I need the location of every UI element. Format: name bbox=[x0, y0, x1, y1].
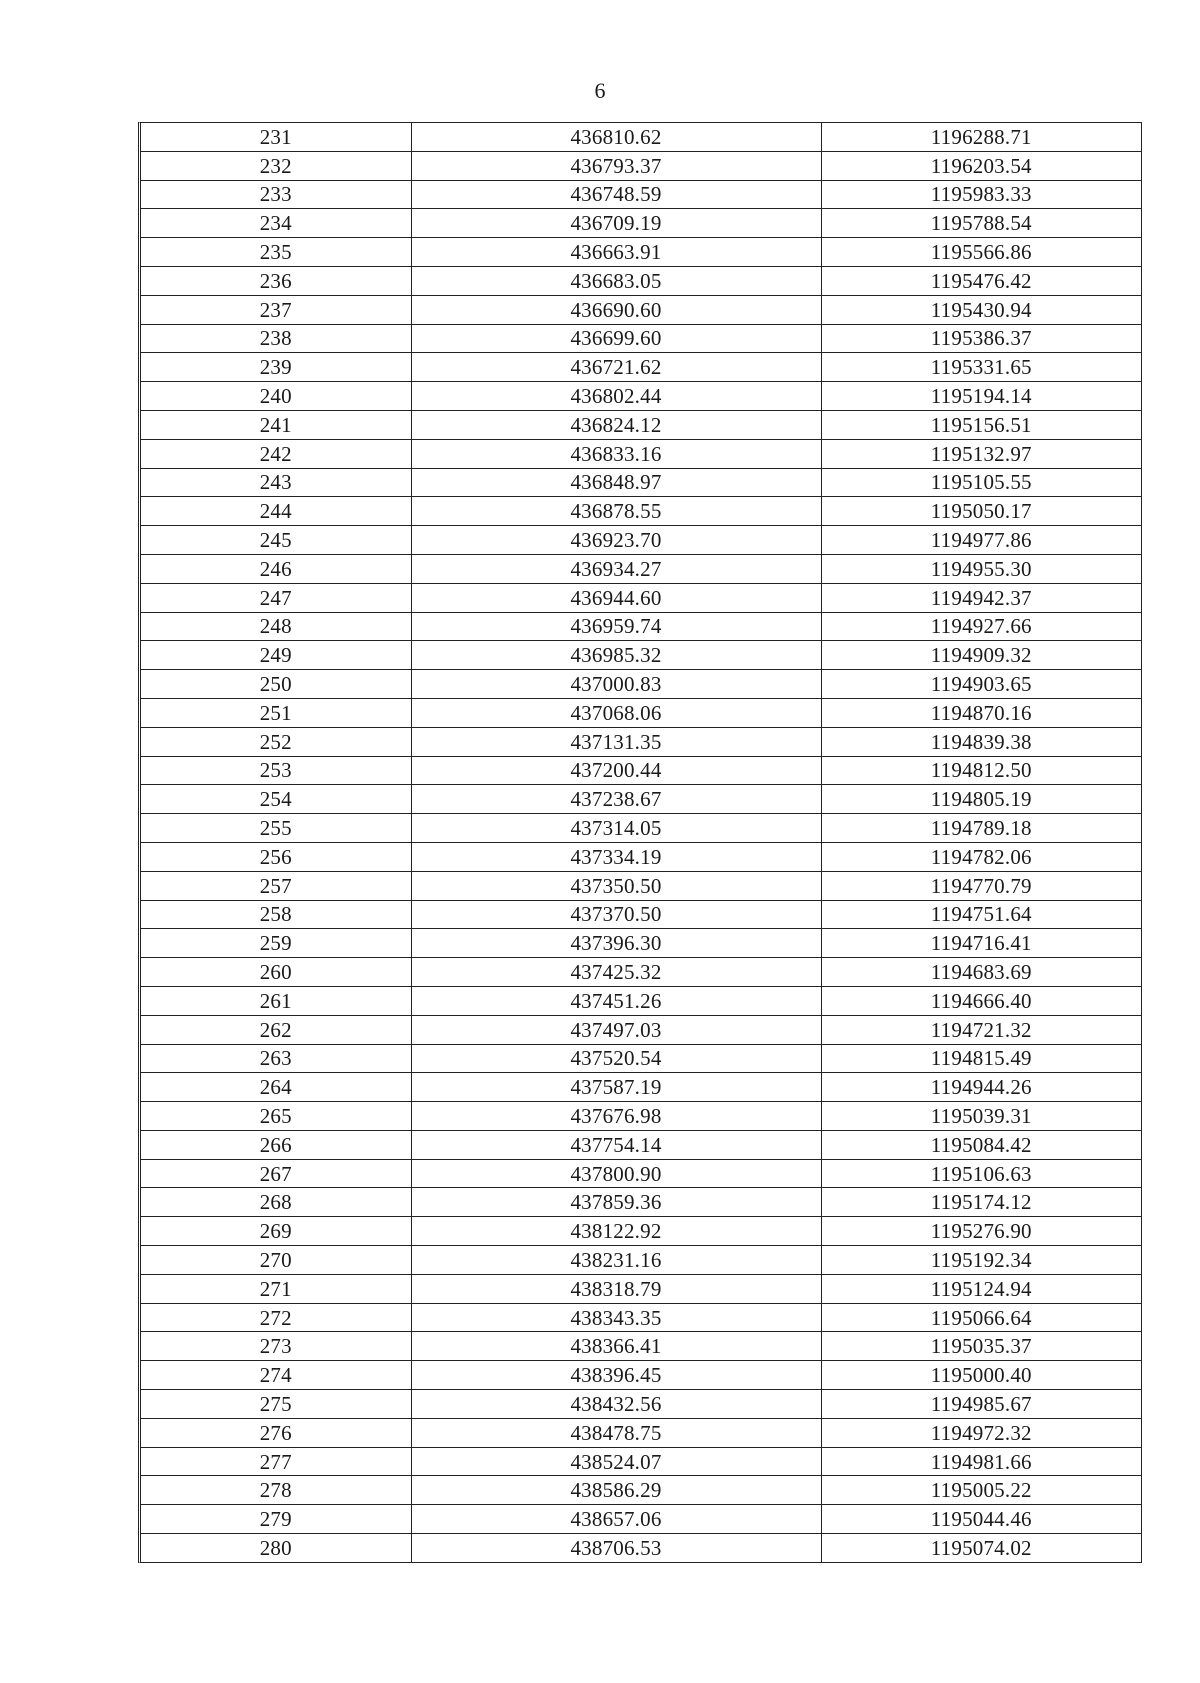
point-number-cell: 237 bbox=[141, 295, 411, 324]
x-coordinate-cell: 436709.19 bbox=[411, 209, 821, 238]
point-number-cell: 267 bbox=[141, 1159, 411, 1188]
point-number-cell: 264 bbox=[141, 1073, 411, 1102]
x-coordinate-cell: 436848.97 bbox=[411, 468, 821, 497]
y-coordinate-cell: 1194985.67 bbox=[821, 1390, 1141, 1419]
table-row bbox=[141, 1534, 1141, 1562]
table-row bbox=[141, 238, 1141, 267]
table-row bbox=[141, 1274, 1141, 1303]
point-number-cell: 244 bbox=[141, 497, 411, 526]
table-row bbox=[141, 123, 1141, 151]
y-coordinate-cell: 1195566.86 bbox=[821, 238, 1141, 267]
table-row bbox=[141, 612, 1141, 641]
x-coordinate-cell: 437131.35 bbox=[411, 727, 821, 756]
table-row bbox=[141, 1102, 1141, 1131]
x-coordinate-cell: 438343.35 bbox=[411, 1303, 821, 1332]
table-row bbox=[141, 842, 1141, 871]
point-number-cell: 272 bbox=[141, 1303, 411, 1332]
x-coordinate-cell: 438586.29 bbox=[411, 1476, 821, 1505]
y-coordinate-cell: 1195132.97 bbox=[821, 439, 1141, 468]
y-coordinate-cell: 1195050.17 bbox=[821, 497, 1141, 526]
x-coordinate-cell: 438524.07 bbox=[411, 1447, 821, 1476]
x-coordinate-cell: 438432.56 bbox=[411, 1390, 821, 1419]
point-number-cell: 263 bbox=[141, 1044, 411, 1073]
point-number-cell: 252 bbox=[141, 727, 411, 756]
table-row bbox=[141, 554, 1141, 583]
x-coordinate-cell: 436721.62 bbox=[411, 353, 821, 382]
y-coordinate-cell: 1195124.94 bbox=[821, 1274, 1141, 1303]
point-number-cell: 243 bbox=[141, 468, 411, 497]
x-coordinate-cell: 437451.26 bbox=[411, 986, 821, 1015]
x-coordinate-cell: 438231.16 bbox=[411, 1246, 821, 1275]
x-coordinate-cell: 436793.37 bbox=[411, 151, 821, 180]
y-coordinate-cell: 1194805.19 bbox=[821, 785, 1141, 814]
point-number-cell: 258 bbox=[141, 900, 411, 929]
point-number-cell: 248 bbox=[141, 612, 411, 641]
table-row bbox=[141, 641, 1141, 670]
y-coordinate-cell: 1194751.64 bbox=[821, 900, 1141, 929]
y-coordinate-cell: 1194944.26 bbox=[821, 1073, 1141, 1102]
y-coordinate-cell: 1195005.22 bbox=[821, 1476, 1141, 1505]
point-number-cell: 278 bbox=[141, 1476, 411, 1505]
y-coordinate-cell: 1195035.37 bbox=[821, 1332, 1141, 1361]
y-coordinate-cell: 1195430.94 bbox=[821, 295, 1141, 324]
x-coordinate-cell: 436802.44 bbox=[411, 382, 821, 411]
table-row bbox=[141, 785, 1141, 814]
table-row bbox=[141, 1332, 1141, 1361]
y-coordinate-cell: 1194782.06 bbox=[821, 842, 1141, 871]
point-number-cell: 255 bbox=[141, 814, 411, 843]
y-coordinate-cell: 1195174.12 bbox=[821, 1188, 1141, 1217]
y-coordinate-cell: 1195074.02 bbox=[821, 1534, 1141, 1562]
table-row bbox=[141, 1361, 1141, 1390]
table-row bbox=[141, 1390, 1141, 1419]
y-coordinate-cell: 1194812.50 bbox=[821, 756, 1141, 785]
x-coordinate-cell: 437497.03 bbox=[411, 1015, 821, 1044]
x-coordinate-cell: 436878.55 bbox=[411, 497, 821, 526]
point-number-cell: 242 bbox=[141, 439, 411, 468]
table-row bbox=[141, 1015, 1141, 1044]
x-coordinate-cell: 436923.70 bbox=[411, 526, 821, 555]
y-coordinate-cell: 1195983.33 bbox=[821, 180, 1141, 209]
x-coordinate-cell: 436663.91 bbox=[411, 238, 821, 267]
x-coordinate-cell: 437238.67 bbox=[411, 785, 821, 814]
y-coordinate-cell: 1196203.54 bbox=[821, 151, 1141, 180]
y-coordinate-cell: 1194977.86 bbox=[821, 526, 1141, 555]
x-coordinate-cell: 437587.19 bbox=[411, 1073, 821, 1102]
y-coordinate-cell: 1195044.46 bbox=[821, 1505, 1141, 1534]
table-row bbox=[141, 295, 1141, 324]
y-coordinate-cell: 1195000.40 bbox=[821, 1361, 1141, 1390]
table-row bbox=[141, 526, 1141, 555]
x-coordinate-cell: 437425.32 bbox=[411, 958, 821, 987]
y-coordinate-cell: 1194683.69 bbox=[821, 958, 1141, 987]
point-number-cell: 269 bbox=[141, 1217, 411, 1246]
y-coordinate-cell: 1194815.49 bbox=[821, 1044, 1141, 1073]
y-coordinate-cell: 1194789.18 bbox=[821, 814, 1141, 843]
point-number-cell: 261 bbox=[141, 986, 411, 1015]
x-coordinate-cell: 438478.75 bbox=[411, 1418, 821, 1447]
point-number-cell: 240 bbox=[141, 382, 411, 411]
point-number-cell: 247 bbox=[141, 583, 411, 612]
table-row bbox=[141, 1476, 1141, 1505]
x-coordinate-cell: 437754.14 bbox=[411, 1130, 821, 1159]
x-coordinate-cell: 437676.98 bbox=[411, 1102, 821, 1131]
point-number-cell: 259 bbox=[141, 929, 411, 958]
x-coordinate-cell: 436810.62 bbox=[411, 123, 821, 151]
point-number-cell: 257 bbox=[141, 871, 411, 900]
table-row bbox=[141, 814, 1141, 843]
point-number-cell: 271 bbox=[141, 1274, 411, 1303]
y-coordinate-cell: 1194955.30 bbox=[821, 554, 1141, 583]
point-number-cell: 262 bbox=[141, 1015, 411, 1044]
x-coordinate-cell: 437396.30 bbox=[411, 929, 821, 958]
table-row bbox=[141, 1130, 1141, 1159]
y-coordinate-cell: 1195194.14 bbox=[821, 382, 1141, 411]
point-number-cell: 275 bbox=[141, 1390, 411, 1419]
table-row bbox=[141, 986, 1141, 1015]
x-coordinate-cell: 437520.54 bbox=[411, 1044, 821, 1073]
point-number-cell: 270 bbox=[141, 1246, 411, 1275]
x-coordinate-cell: 437200.44 bbox=[411, 756, 821, 785]
x-coordinate-cell: 437334.19 bbox=[411, 842, 821, 871]
point-number-cell: 273 bbox=[141, 1332, 411, 1361]
table-row bbox=[141, 209, 1141, 238]
x-coordinate-cell: 436683.05 bbox=[411, 266, 821, 295]
x-coordinate-cell: 436833.16 bbox=[411, 439, 821, 468]
x-coordinate-cell: 437314.05 bbox=[411, 814, 821, 843]
x-coordinate-cell: 438657.06 bbox=[411, 1505, 821, 1534]
coordinates-table-frame bbox=[138, 122, 1142, 1563]
x-coordinate-cell: 436748.59 bbox=[411, 180, 821, 209]
x-coordinate-cell: 436959.74 bbox=[411, 612, 821, 641]
table-row bbox=[141, 1418, 1141, 1447]
table-row bbox=[141, 410, 1141, 439]
point-number-cell: 274 bbox=[141, 1361, 411, 1390]
table-row bbox=[141, 266, 1141, 295]
table-row bbox=[141, 324, 1141, 353]
point-number-cell: 231 bbox=[141, 123, 411, 151]
y-coordinate-cell: 1194903.65 bbox=[821, 670, 1141, 699]
x-coordinate-cell: 437370.50 bbox=[411, 900, 821, 929]
point-number-cell: 268 bbox=[141, 1188, 411, 1217]
table-row bbox=[141, 1073, 1141, 1102]
y-coordinate-cell: 1194839.38 bbox=[821, 727, 1141, 756]
x-coordinate-cell: 436690.60 bbox=[411, 295, 821, 324]
table-row bbox=[141, 1159, 1141, 1188]
point-number-cell: 279 bbox=[141, 1505, 411, 1534]
point-number-cell: 250 bbox=[141, 670, 411, 699]
table-row bbox=[141, 583, 1141, 612]
table-row bbox=[141, 871, 1141, 900]
point-number-cell: 236 bbox=[141, 266, 411, 295]
x-coordinate-cell: 437800.90 bbox=[411, 1159, 821, 1188]
table-row bbox=[141, 382, 1141, 411]
page-number: 6 bbox=[594, 78, 606, 103]
point-number-cell: 266 bbox=[141, 1130, 411, 1159]
point-number-cell: 276 bbox=[141, 1418, 411, 1447]
x-coordinate-cell: 436934.27 bbox=[411, 554, 821, 583]
point-number-cell: 245 bbox=[141, 526, 411, 555]
table-row bbox=[141, 1246, 1141, 1275]
y-coordinate-cell: 1196288.71 bbox=[821, 123, 1141, 151]
x-coordinate-cell: 436699.60 bbox=[411, 324, 821, 353]
table-row bbox=[141, 1303, 1141, 1332]
y-coordinate-cell: 1194721.32 bbox=[821, 1015, 1141, 1044]
y-coordinate-cell: 1195039.31 bbox=[821, 1102, 1141, 1131]
x-coordinate-cell: 437859.36 bbox=[411, 1188, 821, 1217]
y-coordinate-cell: 1195156.51 bbox=[821, 410, 1141, 439]
point-number-cell: 241 bbox=[141, 410, 411, 439]
y-coordinate-cell: 1195106.63 bbox=[821, 1159, 1141, 1188]
y-coordinate-cell: 1194666.40 bbox=[821, 986, 1141, 1015]
point-number-cell: 253 bbox=[141, 756, 411, 785]
point-number-cell: 249 bbox=[141, 641, 411, 670]
table-row bbox=[141, 900, 1141, 929]
y-coordinate-cell: 1194972.32 bbox=[821, 1418, 1141, 1447]
point-number-cell: 280 bbox=[141, 1534, 411, 1562]
table-row bbox=[141, 958, 1141, 987]
point-number-cell: 233 bbox=[141, 180, 411, 209]
coordinates-table bbox=[141, 123, 1141, 1562]
x-coordinate-cell: 438318.79 bbox=[411, 1274, 821, 1303]
point-number-cell: 235 bbox=[141, 238, 411, 267]
x-coordinate-cell: 438366.41 bbox=[411, 1332, 821, 1361]
y-coordinate-cell: 1195386.37 bbox=[821, 324, 1141, 353]
point-number-cell: 277 bbox=[141, 1447, 411, 1476]
table-row bbox=[141, 670, 1141, 699]
y-coordinate-cell: 1195084.42 bbox=[821, 1130, 1141, 1159]
point-number-cell: 239 bbox=[141, 353, 411, 382]
point-number-cell: 232 bbox=[141, 151, 411, 180]
x-coordinate-cell: 436985.32 bbox=[411, 641, 821, 670]
table-row bbox=[141, 353, 1141, 382]
x-coordinate-cell: 436944.60 bbox=[411, 583, 821, 612]
point-number-cell: 238 bbox=[141, 324, 411, 353]
y-coordinate-cell: 1194770.79 bbox=[821, 871, 1141, 900]
x-coordinate-cell: 438122.92 bbox=[411, 1217, 821, 1246]
table-row bbox=[141, 727, 1141, 756]
point-number-cell: 234 bbox=[141, 209, 411, 238]
y-coordinate-cell: 1194927.66 bbox=[821, 612, 1141, 641]
table-row bbox=[141, 180, 1141, 209]
table-row bbox=[141, 151, 1141, 180]
point-number-cell: 256 bbox=[141, 842, 411, 871]
table-row bbox=[141, 439, 1141, 468]
y-coordinate-cell: 1195331.65 bbox=[821, 353, 1141, 382]
y-coordinate-cell: 1195788.54 bbox=[821, 209, 1141, 238]
coordinates-table-body bbox=[141, 123, 1141, 1562]
point-number-cell: 265 bbox=[141, 1102, 411, 1131]
x-coordinate-cell: 438706.53 bbox=[411, 1534, 821, 1562]
y-coordinate-cell: 1195276.90 bbox=[821, 1217, 1141, 1246]
table-row bbox=[141, 1188, 1141, 1217]
point-number-cell: 254 bbox=[141, 785, 411, 814]
x-coordinate-cell: 437000.83 bbox=[411, 670, 821, 699]
x-coordinate-cell: 437068.06 bbox=[411, 698, 821, 727]
x-coordinate-cell: 438396.45 bbox=[411, 1361, 821, 1390]
table-row bbox=[141, 1505, 1141, 1534]
y-coordinate-cell: 1194870.16 bbox=[821, 698, 1141, 727]
table-row bbox=[141, 1447, 1141, 1476]
y-coordinate-cell: 1194942.37 bbox=[821, 583, 1141, 612]
table-row bbox=[141, 756, 1141, 785]
table-row bbox=[141, 1217, 1141, 1246]
point-number-cell: 246 bbox=[141, 554, 411, 583]
y-coordinate-cell: 1195192.34 bbox=[821, 1246, 1141, 1275]
y-coordinate-cell: 1195476.42 bbox=[821, 266, 1141, 295]
y-coordinate-cell: 1194716.41 bbox=[821, 929, 1141, 958]
table-row bbox=[141, 468, 1141, 497]
table-row bbox=[141, 698, 1141, 727]
x-coordinate-cell: 436824.12 bbox=[411, 410, 821, 439]
point-number-cell: 251 bbox=[141, 698, 411, 727]
y-coordinate-cell: 1195066.64 bbox=[821, 1303, 1141, 1332]
table-row bbox=[141, 1044, 1141, 1073]
point-number-cell: 260 bbox=[141, 958, 411, 987]
y-coordinate-cell: 1195105.55 bbox=[821, 468, 1141, 497]
y-coordinate-cell: 1194981.66 bbox=[821, 1447, 1141, 1476]
x-coordinate-cell: 437350.50 bbox=[411, 871, 821, 900]
table-row bbox=[141, 497, 1141, 526]
y-coordinate-cell: 1194909.32 bbox=[821, 641, 1141, 670]
table-row bbox=[141, 929, 1141, 958]
